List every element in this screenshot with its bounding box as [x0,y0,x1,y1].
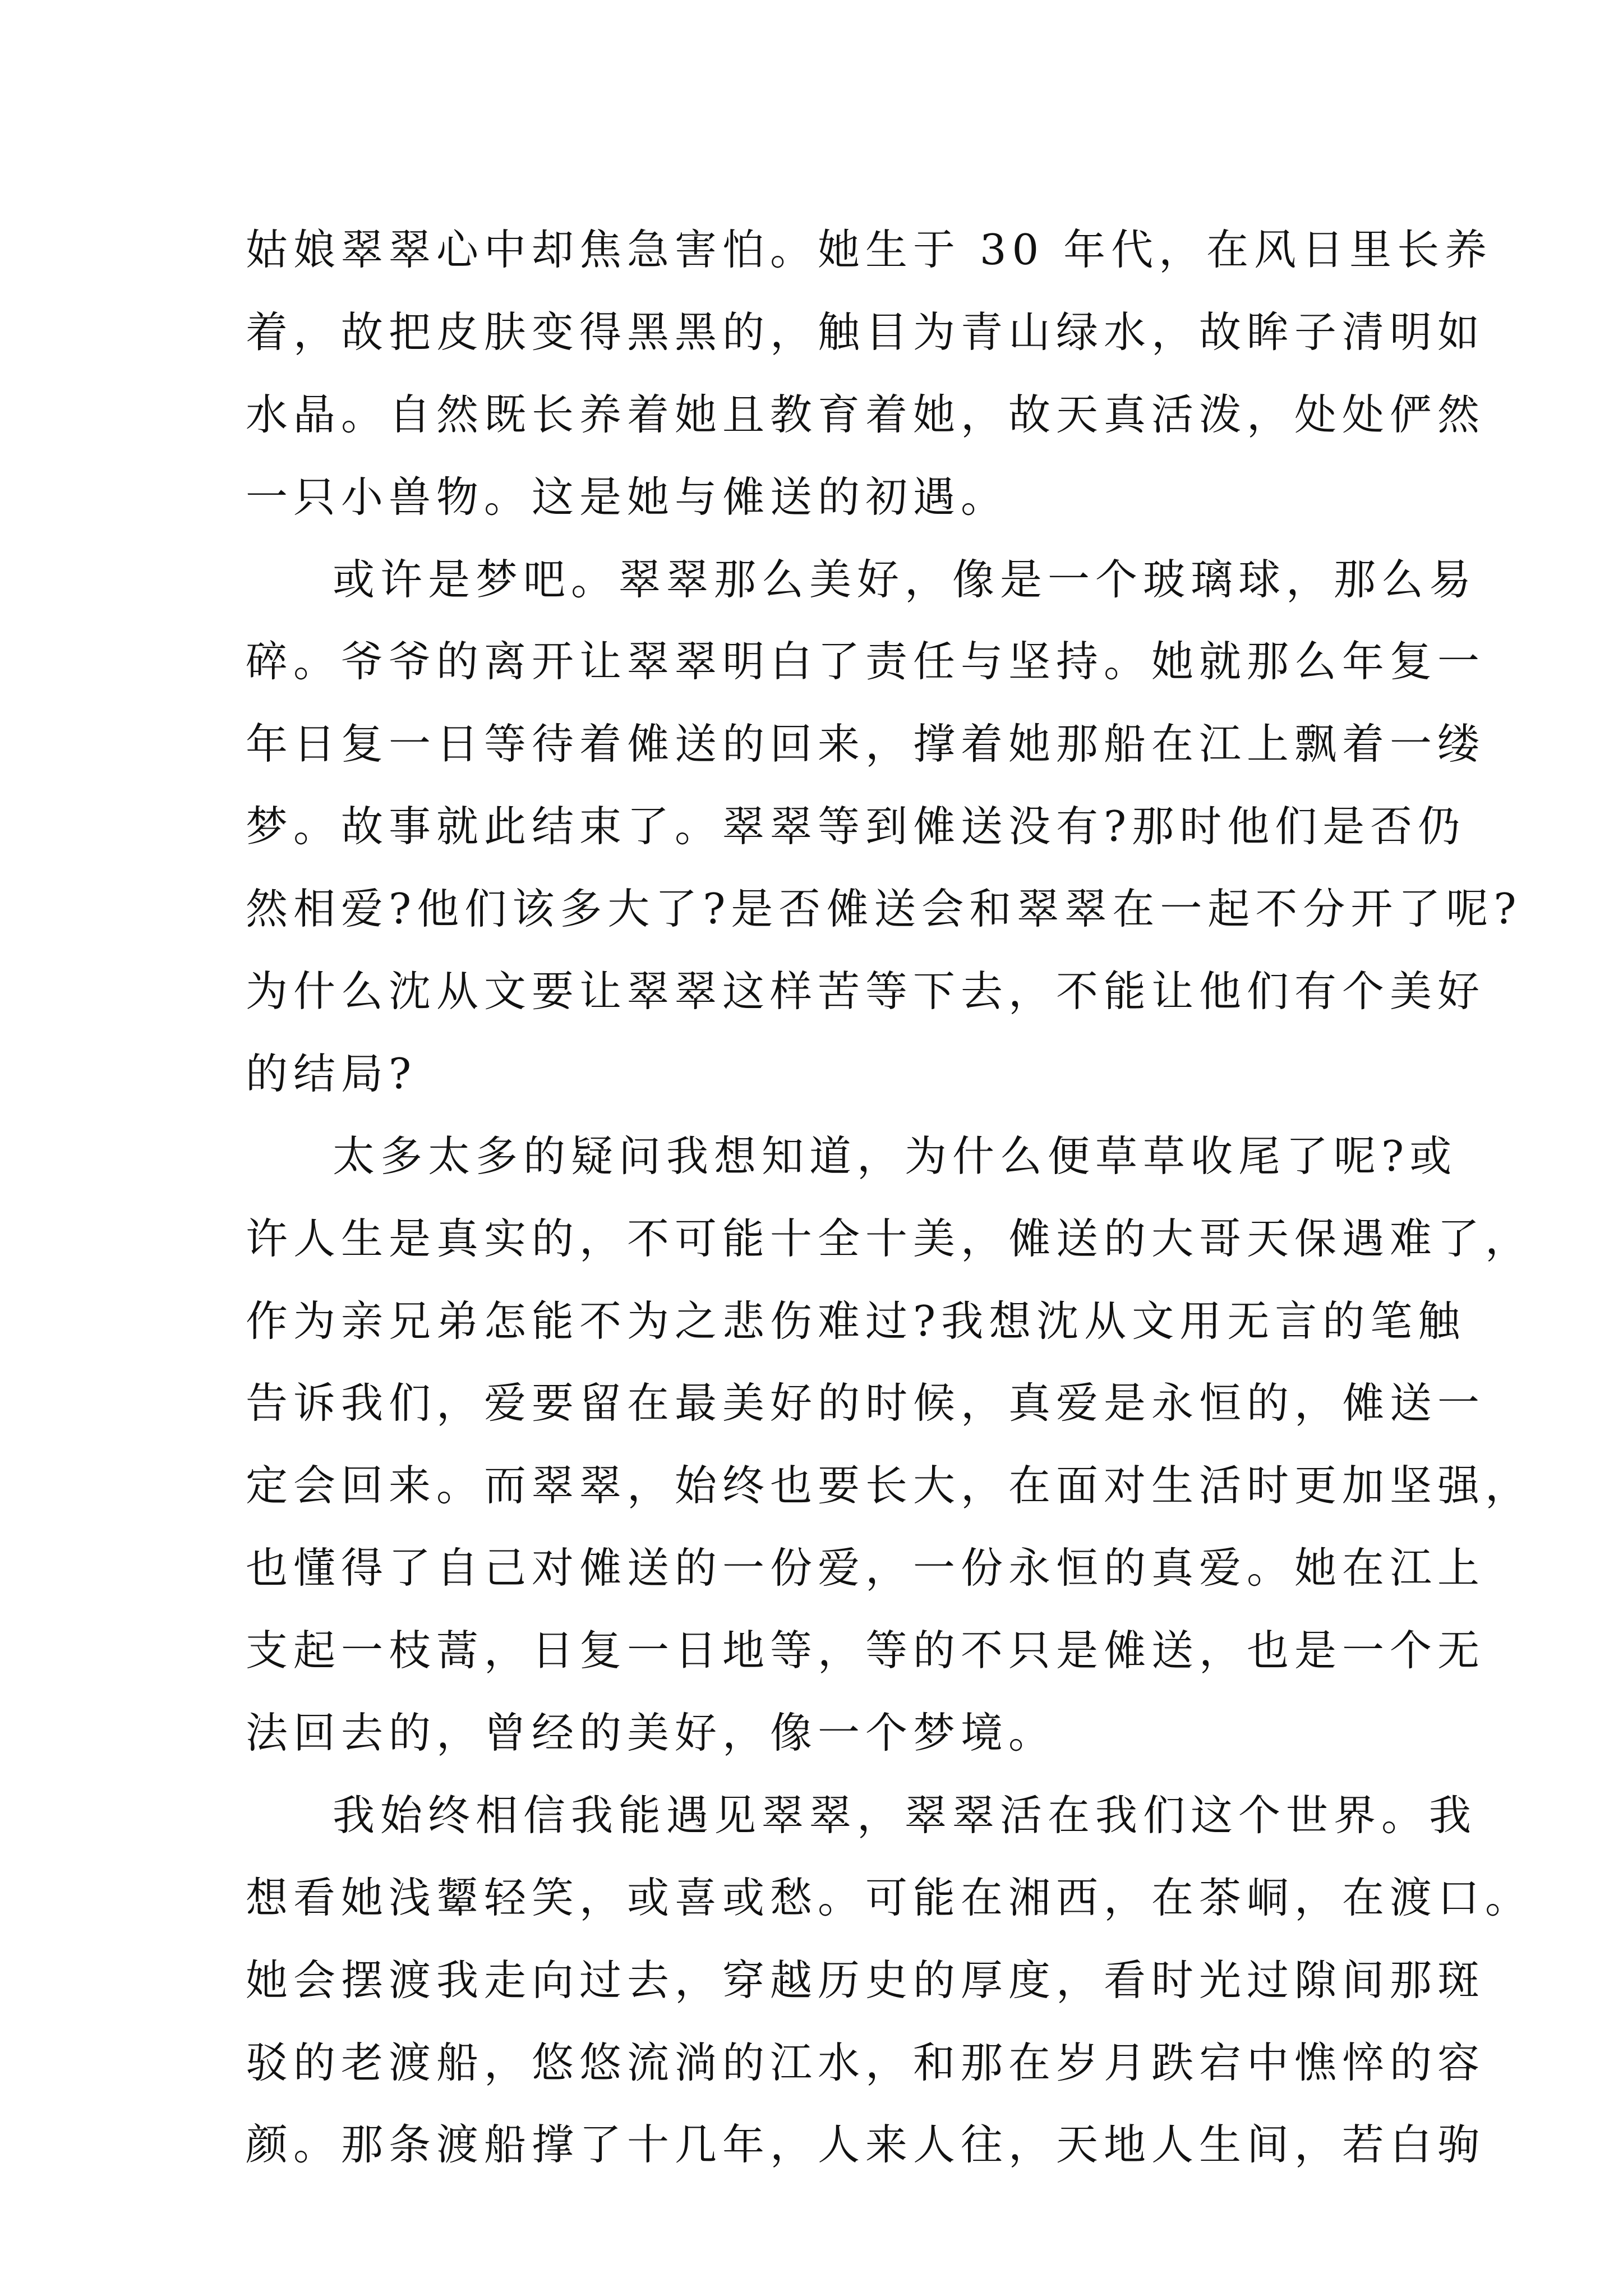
paragraph-first-line: 我始终相信我能遇见翠翠，翠翠活在我们这个世界。我 [333,1790,1477,1840]
text-line: 然相爱?他们该多大了?是否傩送会和翠翠在一起不分开了呢? [246,884,1522,934]
text-line: 颜。那条渡船撑了十几年，人来人往，天地人生间，若白驹 [246,2120,1486,2170]
text-line: 水晶。自然既长养着她且教育着她，故天真活泼，处处俨然 [246,389,1486,439]
text-line: 年日复一日等待着傩送的回来，撑着她那船在江上飘着一缕 [246,719,1486,769]
text-line: 作为亲兄弟怎能不为之悲伤难过?我想沈从文用无言的笔触 [246,1296,1466,1346]
text-line: 支起一枝蒿，日复一日地等，等的不只是傩送，也是一个无 [246,1626,1486,1676]
text-line: 定会回来。而翠翠，始终也要长大，在面对生活时更加坚强， [246,1461,1533,1511]
body-text [246,209,1533,2186]
text-line: 着，故把皮肤变得黑黑的，触目为青山绿水，故眸子清明如 [246,307,1486,357]
paragraph-first-line: 太多太多的疑问我想知道，为什么便草草收尾了呢?或 [333,1131,1458,1181]
text-line: 梦。故事就此结束了。翠翠等到傩送没有?那时他们是否仍 [246,802,1466,852]
text-line: 想看她浅颦轻笑，或喜或愁。可能在湘西，在茶峒，在渡口。 [246,1872,1533,1922]
text-line: 为什么沈从文要让翠翠这样苦等下去，不能让他们有个美好 [246,967,1486,1016]
text-line: 驳的老渡船，悠悠流淌的江水，和那在岁月跌宕中憔悴的容 [246,2037,1486,2087]
text-line: 许人生是真实的，不可能十全十美，傩送的大哥天保遇难了， [246,1213,1533,1263]
text-line: 碎。爷爷的离开让翠翠明白了责任与坚持。她就那么年复一 [246,637,1486,687]
text-line: 也懂得了自己对傩送的一份爱，一份永恒的真爱。她在江上 [246,1543,1486,1593]
text-line: 一只小兽物。这是她与傩送的初遇。 [246,472,1009,522]
text-line: 告诉我们，爱要留在最美好的时候，真爱是永恒的，傩送一 [246,1378,1486,1428]
text-line: 她会摆渡我走向过去，穿越历史的厚度，看时光过隙间那斑 [246,1955,1486,2005]
text-line: 姑娘翠翠心中却焦急害怕。她生于 30 年代，在风日里长养 [246,225,1493,274]
paragraph-first-line: 或许是梦吧。翠翠那么美好，像是一个玻璃球，那么易 [333,554,1477,604]
text-line: 的结局? [246,1048,417,1098]
text-line: 法回去的，曾经的美好，像一个梦境。 [246,1708,1057,1758]
